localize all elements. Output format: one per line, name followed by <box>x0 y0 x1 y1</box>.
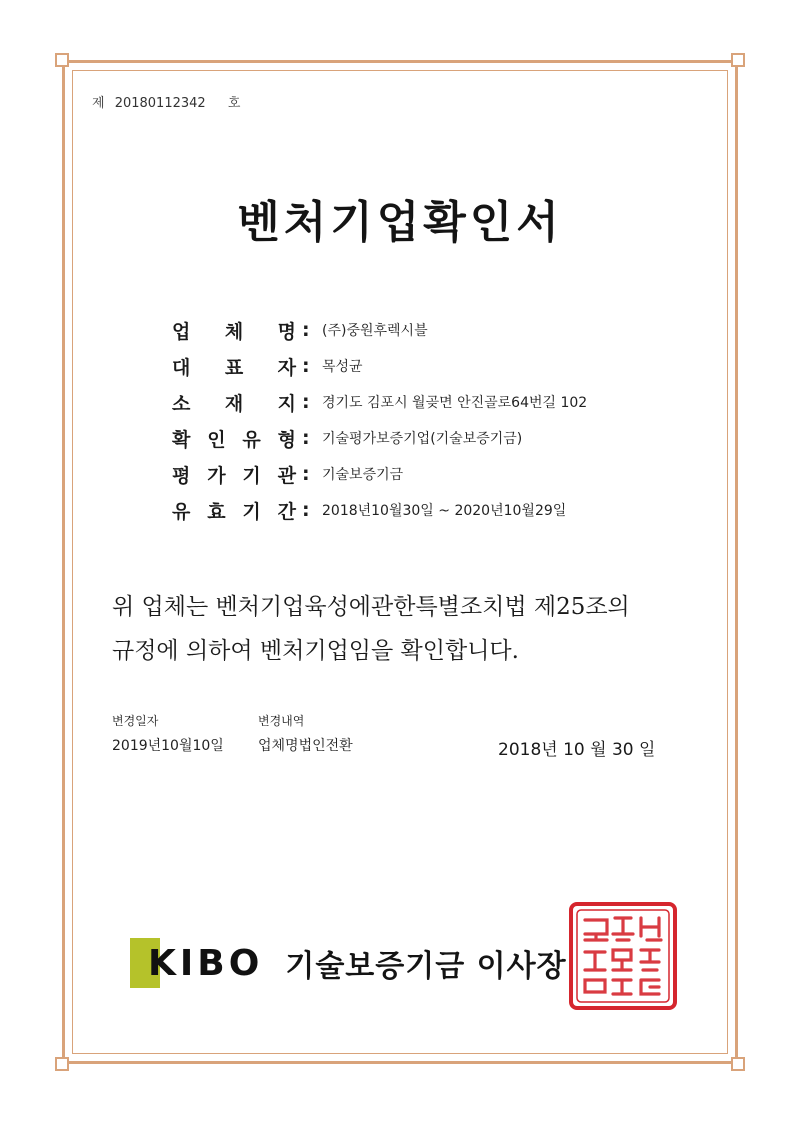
field-row-validity-period <box>172 492 566 528</box>
serial-prefix: 제 <box>92 96 105 111</box>
certificate-title: 벤처기업확인서 <box>237 197 563 248</box>
statement-line-2: 규정에 의하여 벤처기업임을 확인합니다. <box>112 638 519 664</box>
serial-number: 20180112342 <box>114 96 206 111</box>
issuer-name: 기술보증기금 이사장 <box>285 949 567 984</box>
field-colon: : <box>302 319 310 341</box>
field-label: 평 가 기 관 <box>172 464 296 487</box>
change-detail-block <box>258 712 353 755</box>
certification-statement <box>112 585 712 673</box>
change-date-block <box>112 712 224 755</box>
field-label: 확 인 유 형 <box>172 428 296 451</box>
issue-date: 2018년 10 월 30 일 <box>498 740 656 760</box>
field-colon: : <box>302 355 310 377</box>
field-value-evaluation-agency: 기술보증기금 <box>322 467 404 483</box>
field-colon: : <box>302 427 310 449</box>
border-corner-top-right <box>731 53 745 67</box>
field-row-company-name <box>172 312 428 348</box>
statement-line-1: 위 업체는 벤처기업육성에관한특별조치법 제25조의 <box>112 594 630 620</box>
certificate-serial-number <box>92 92 240 111</box>
kibo-logo <box>130 938 263 988</box>
field-label: 대 표 자 <box>172 356 296 379</box>
field-label: 유 효 기 간 <box>172 500 296 523</box>
field-row-confirmation-type <box>172 420 522 456</box>
serial-suffix: 호 <box>227 96 241 111</box>
change-detail-label: 변경내역 <box>258 714 305 728</box>
field-value-address: 경기도 김포시 월곶면 안진골로64번길 102 <box>322 395 588 411</box>
border-corner-bottom-left <box>55 1057 69 1071</box>
field-value-confirmation-type: 기술평가보증기업(기술보증기금) <box>322 431 523 447</box>
logo-text: KIBO <box>148 942 264 984</box>
field-label: 업 체 명 <box>172 320 296 343</box>
field-row-evaluation-agency <box>172 456 403 492</box>
field-colon: : <box>302 391 310 413</box>
field-colon: : <box>302 499 310 521</box>
issuer <box>130 935 567 991</box>
field-value-company-name: (주)중원후렉시블 <box>322 323 428 339</box>
field-label: 소 재 지 <box>172 392 296 415</box>
field-value-validity-period: 2018년10월30일 ~ 2020년10월29일 <box>322 503 567 519</box>
border-corner-bottom-right <box>731 1057 745 1071</box>
field-row-address <box>172 384 587 420</box>
field-value-representative: 목성균 <box>322 359 363 375</box>
field-row-representative <box>172 348 363 384</box>
change-date-value: 2019년10월10일 <box>112 738 224 754</box>
official-seal-icon <box>567 900 679 1012</box>
change-date-label: 변경일자 <box>112 714 159 728</box>
field-colon: : <box>302 463 310 485</box>
border-corner-top-left <box>55 53 69 67</box>
change-detail-value: 업체명법인전환 <box>258 738 353 754</box>
